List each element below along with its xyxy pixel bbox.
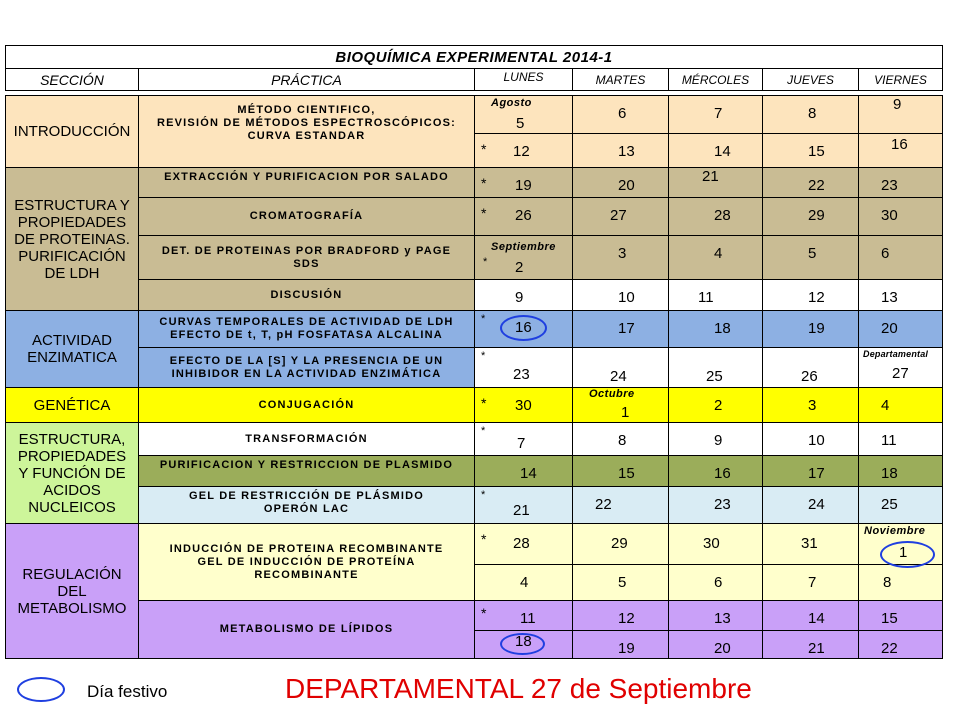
day-cell (474, 279, 573, 311)
day-cell (668, 167, 763, 198)
header-section: SECCIÓN (5, 68, 139, 91)
day-number: 24 (610, 368, 627, 385)
practice-curvas: CURVAS TEMPORALES DE ACTIVIDAD DE LDH EFECTO DE t, T, pH FOSFATASA ALCALINA (138, 310, 475, 348)
day-number: 12 (808, 289, 825, 306)
day-number: 18 (714, 320, 731, 337)
day-cell (474, 95, 573, 134)
day-number: 6 (714, 574, 723, 591)
day-cell (474, 564, 573, 601)
day-number: 21 (513, 502, 530, 519)
day-number: 17 (618, 320, 635, 337)
day-cell (668, 630, 763, 659)
holiday-marker: * (481, 205, 487, 221)
day-number: 22 (881, 640, 898, 657)
day-cell (762, 167, 859, 198)
day-number: 16 (515, 319, 532, 336)
departamental-tag: Departamental (863, 349, 929, 359)
day-cell (762, 235, 859, 280)
day-cell (572, 310, 669, 348)
day-number: 5 (808, 245, 817, 262)
day-number: 9 (893, 96, 902, 113)
holiday-marker: * (481, 425, 486, 437)
month-label: Octubre (589, 388, 635, 400)
day-number: 2 (714, 397, 723, 414)
day-cell (858, 630, 943, 659)
day-cell (572, 630, 669, 659)
day-number: 15 (881, 610, 898, 627)
section-introduccion: INTRODUCCIÓN (5, 95, 139, 168)
practice-extraccion: EXTRACCIÓN Y PURIFICACION POR SALADO (138, 167, 475, 198)
day-cell (668, 486, 763, 524)
day-number: 29 (808, 207, 825, 224)
day-number: 21 (808, 640, 825, 657)
practice-cromatografia: CROMATOGRAFÍA (138, 197, 475, 236)
day-number: 19 (515, 177, 532, 194)
section-regulacion: REGULACIÓN DEL METABOLISMO (5, 523, 139, 659)
day-number: 10 (618, 289, 635, 306)
day-cell (572, 600, 669, 631)
day-number: 30 (881, 207, 898, 224)
legend-label: Día festivo (87, 682, 168, 701)
day-number: 7 (808, 574, 817, 591)
day-cell (858, 455, 943, 487)
practice-discusion: DISCUSIÓN (138, 279, 475, 311)
practice-lipidos: METABOLISMO DE LÍPIDOS (138, 600, 475, 659)
day-cell (858, 422, 943, 456)
practice-gel: GEL DE RESTRICCIÓN DE PLÁSMIDO OPERÓN LAC (138, 486, 475, 524)
day-cell (572, 167, 669, 198)
day-number: 1 (621, 404, 630, 421)
day-number: 3 (618, 245, 627, 262)
day-number: 3 (808, 397, 817, 414)
section-acidos: ESTRUCTURA, PROPIEDADES Y FUNCIÓN DE ACIDOS NUCLEICOS (5, 422, 139, 524)
day-cell (572, 422, 669, 456)
legend-ring-icon (17, 677, 65, 702)
day-number: 8 (883, 574, 892, 591)
day-number: 13 (881, 289, 898, 306)
day-number: 9 (714, 432, 723, 449)
day-cell (572, 486, 669, 524)
day-number: 23 (513, 366, 530, 383)
day-number: 29 (611, 535, 628, 552)
day-number: 28 (513, 535, 530, 552)
header-day-4: VIERNES (858, 68, 943, 91)
day-number: 21 (702, 168, 719, 185)
day-number: 20 (714, 640, 731, 657)
practice-bradford: DET. DE PROTEINAS POR BRADFORD y PAGE SDS (138, 235, 475, 280)
day-number: 20 (618, 177, 635, 194)
day-number: 23 (714, 496, 731, 513)
day-cell (858, 310, 943, 348)
section-estructura: ESTRUCTURA Y PROPIEDADES DE PROTEINAS. PURIFICACIÓN DE LDH (5, 167, 139, 311)
day-number: 9 (515, 289, 524, 306)
holiday-ring (500, 315, 547, 341)
day-number: 7 (517, 435, 526, 452)
day-cell (858, 197, 943, 236)
day-number: 24 (808, 496, 825, 513)
day-cell (474, 422, 573, 456)
day-number: 27 (892, 365, 909, 382)
day-number: 18 (515, 633, 532, 650)
day-number: 27 (610, 207, 627, 224)
day-cell (474, 486, 573, 524)
header-day-0: LUNES (474, 68, 573, 91)
day-cell (572, 387, 669, 423)
day-cell (668, 235, 763, 280)
day-number: 5 (618, 574, 627, 591)
holiday-marker: * (481, 175, 487, 191)
day-cell (474, 347, 573, 388)
day-cell (858, 279, 943, 311)
day-cell (762, 347, 859, 388)
day-cell (474, 167, 573, 198)
day-number: 14 (714, 143, 731, 160)
day-cell (474, 197, 573, 236)
day-number: 22 (595, 496, 612, 513)
day-number: 4 (881, 397, 890, 414)
day-cell (762, 486, 859, 524)
day-cell (858, 564, 943, 601)
day-cell (858, 167, 943, 198)
day-cell (668, 455, 763, 487)
day-number: 18 (881, 465, 898, 482)
day-cell (762, 133, 859, 168)
day-cell (474, 600, 573, 631)
practice-purificacion: PURIFICACION Y RESTRICCION DE PLASMIDO (138, 455, 475, 487)
day-number: 16 (714, 465, 731, 482)
holiday-marker: * (481, 313, 486, 325)
day-number: 30 (703, 535, 720, 552)
month-label: Septiembre (491, 241, 556, 253)
day-cell (668, 197, 763, 236)
holiday-marker: * (481, 605, 487, 621)
header-day-3: JUEVES (762, 68, 859, 91)
day-number: 17 (808, 465, 825, 482)
day-cell (474, 455, 573, 487)
day-number: 23 (881, 177, 898, 194)
day-number: 20 (881, 320, 898, 337)
day-cell (572, 523, 669, 565)
day-cell (572, 279, 669, 311)
day-number: 19 (618, 640, 635, 657)
day-cell (474, 523, 573, 565)
practice-induccion: INDUCCIÓN DE PROTEINA RECOMBINANTE GEL DE INDUCCIÓN DE PROTEÍNA RECOMBINANTE (138, 523, 475, 601)
day-cell (668, 564, 763, 601)
month-label: Noviembre (864, 525, 926, 537)
day-number: 12 (618, 610, 635, 627)
day-cell (762, 630, 859, 659)
day-number: 15 (808, 143, 825, 160)
day-cell (572, 133, 669, 168)
day-number: 12 (513, 143, 530, 160)
day-number: 22 (808, 177, 825, 194)
day-number: 26 (801, 368, 818, 385)
day-cell (762, 197, 859, 236)
holiday-ring (500, 633, 545, 655)
header-day-1: MARTES (572, 68, 669, 91)
day-cell (762, 387, 859, 423)
day-number: 15 (618, 465, 635, 482)
day-number: 25 (706, 368, 723, 385)
holiday-marker: * (481, 350, 486, 362)
day-cell (572, 197, 669, 236)
day-number: 14 (520, 465, 537, 482)
day-number: 4 (714, 245, 723, 262)
day-cell (858, 600, 943, 631)
title-cell (5, 45, 943, 69)
day-cell (858, 133, 943, 168)
day-number: 6 (618, 105, 627, 122)
day-cell (668, 422, 763, 456)
day-number: 7 (714, 105, 723, 122)
day-number: 5 (516, 115, 525, 132)
day-cell (668, 310, 763, 348)
day-cell (762, 279, 859, 311)
day-cell (474, 133, 573, 168)
day-cell (474, 235, 573, 280)
day-cell (762, 422, 859, 456)
day-cell (572, 235, 669, 280)
day-cell (858, 486, 943, 524)
practice-metodo: MÉTODO CIENTIFICO, REVISIÓN DE MÉTODOS ESPECTROSCÓPICOS: CURVA ESTANDAR (138, 95, 475, 168)
day-cell (762, 564, 859, 601)
holiday-marker: * (481, 531, 487, 547)
day-number: 8 (808, 105, 817, 122)
day-number: 16 (891, 136, 908, 153)
practice-transformacion: TRANSFORMACIÓN (138, 422, 475, 456)
holiday-marker: * (481, 141, 487, 157)
day-number: 8 (618, 432, 627, 449)
day-number: 4 (520, 574, 529, 591)
day-cell (572, 347, 669, 388)
day-cell (668, 387, 763, 423)
section-actividad: ACTIVIDAD ENZIMATICA (5, 310, 139, 388)
day-number: 6 (881, 245, 890, 262)
header-practice: PRÁCTICA (138, 68, 475, 91)
day-cell (572, 455, 669, 487)
month-label: Agosto (491, 97, 532, 109)
day-cell (668, 95, 763, 134)
holiday-marker: * (481, 395, 487, 411)
holiday-marker: * (483, 256, 488, 268)
day-cell (762, 310, 859, 348)
holiday-ring (880, 541, 935, 568)
day-number: 11 (698, 289, 714, 306)
day-number: 13 (618, 143, 635, 160)
header-day-2: MÉRCOLES (668, 68, 763, 91)
day-cell (858, 387, 943, 423)
day-cell (668, 347, 763, 388)
day-number: 28 (714, 207, 731, 224)
day-cell (572, 95, 669, 134)
day-cell (762, 600, 859, 631)
holiday-marker: * (481, 489, 486, 501)
practice-conjugacion: CONJUGACIÓN (138, 387, 475, 423)
day-number: 19 (808, 320, 825, 337)
day-number: 13 (714, 610, 731, 627)
day-cell (668, 523, 763, 565)
section-genetica: GENÉTICA (5, 387, 139, 423)
day-number: 1 (899, 544, 908, 561)
day-cell (858, 235, 943, 280)
day-number: 25 (881, 496, 898, 513)
day-cell (668, 279, 763, 311)
day-number: 30 (515, 397, 532, 414)
day-cell (762, 523, 859, 565)
day-cell (858, 347, 943, 388)
day-number: 2 (515, 259, 524, 276)
day-number: 31 (801, 535, 818, 552)
day-number: 10 (808, 432, 825, 449)
day-number: 26 (515, 207, 532, 224)
day-cell (762, 95, 859, 134)
day-cell (474, 387, 573, 423)
day-cell (668, 133, 763, 168)
day-cell (762, 455, 859, 487)
day-cell (858, 95, 943, 134)
practice-efecto: EFECTO DE LA [S] Y LA PRESENCIA DE UN INHIBIDOR EN LA ACTIVIDAD ENZIMÁTICA (138, 347, 475, 388)
departamental-note: DEPARTAMENTAL 27 de Septiembre (285, 673, 752, 704)
day-number: 14 (808, 610, 825, 627)
day-cell (572, 564, 669, 601)
day-cell (668, 600, 763, 631)
day-number: 11 (881, 432, 897, 449)
page-title: BIOQUÍMICA EXPERIMENTAL 2014-1 (335, 48, 613, 66)
day-number: 11 (520, 610, 536, 627)
